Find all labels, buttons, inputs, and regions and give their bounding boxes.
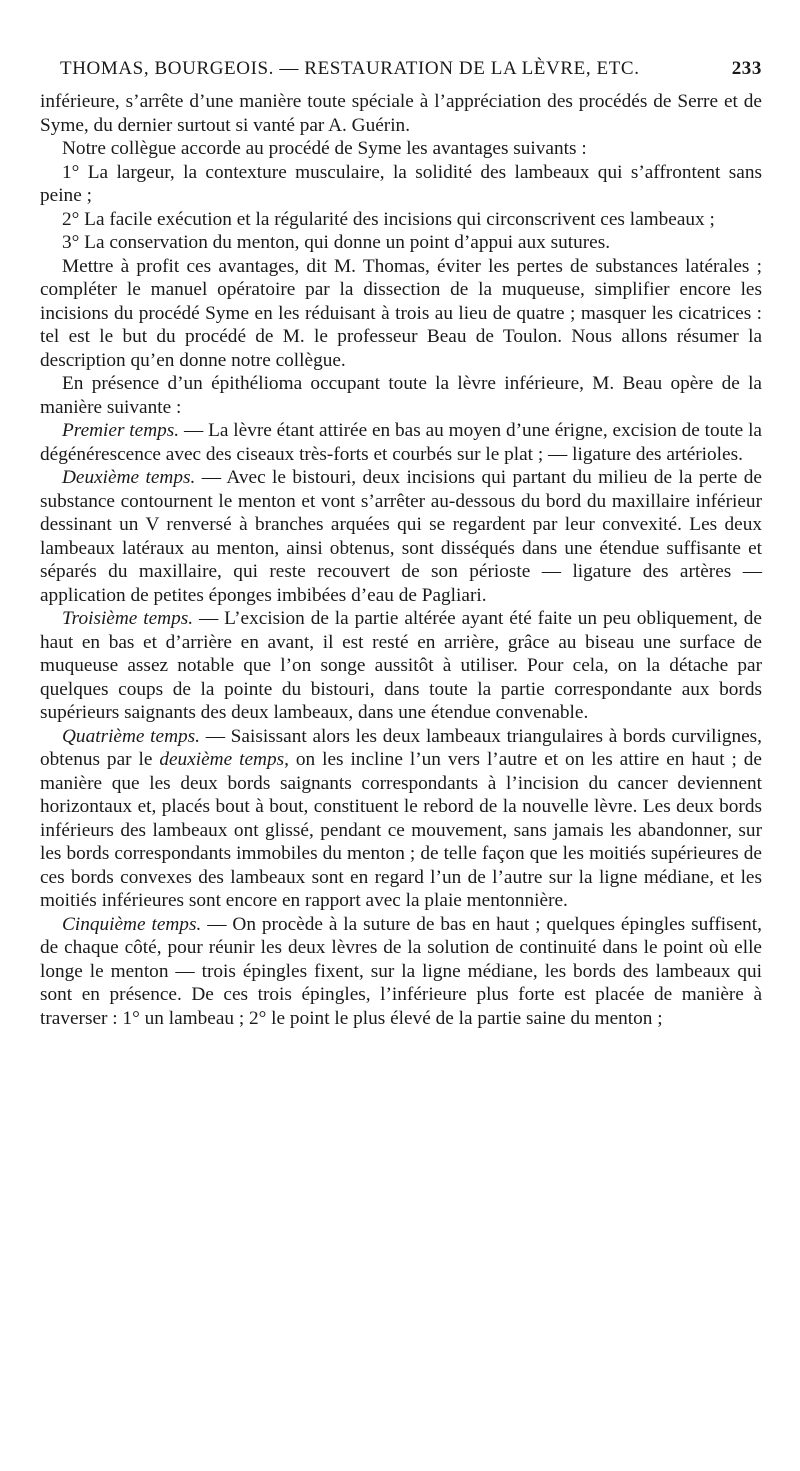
step-premier-temps (40, 419, 762, 466)
advantage-item-3 (40, 231, 762, 255)
step-title: Deuxième temps. (62, 467, 196, 488)
step-deuxieme-temps (40, 466, 762, 607)
paragraph-text: Mettre à profit ces avantages, dit M. Thomas, éviter les pertes de substances latérales ; compléter le manuel opératoire par la dissection de la muqueuse, simplifier encore les incisions du procédé Syme en les réduisant à trois au lieu de quatre ; masquer les cicatrices : tel est le but du procédé de M. le professeur Beau de Toulon. Nous allons résumer la description qu’en donne notre collègue. (40, 255, 762, 371)
step-text: — L’excision de la partie altérée ayant été faite un peu obliquement, de haut en bas et d’arrière en avant, il est resté en arrière, grâce au biseau une surface de muqueuse assez notable que l’on songe aussitôt à utiliser. Pour cela, on la détache par quelques coups de la pointe du bistouri, dans toute la partie correspondante aux bords supérieurs saignants des deux lambeaux, dans une étendue convenable. (40, 608, 762, 723)
running-title: THOMAS, BOURGEOIS. — RESTAURATION DE LA LÈVRE, ETC. (60, 58, 640, 79)
paragraph-text: inférieure, s’arrête d’une manière toute spéciale à l’appréciation des procédés de Serre et de Syme, du dernier surtout si vanté par A. Guérin. (40, 91, 762, 136)
step-troisieme-temps (40, 607, 762, 725)
paragraph-text: 3° La conservation du menton, qui donne un point d’appui aux sutures. (62, 232, 611, 253)
step-text: — Avec le bistouri, deux incisions qui partant du milieu de la perte de substance contournent le menton et vont s’arrêter au-dessous du bord du maxillaire inférieur dessinant un V renversé à branches arquées qui se regardent par leur convexité. Les deux lambeaux latéraux au menton, ainsi obtenus, sont disséqués dans une étendue suffisante et séparés du maxillaire, qui reste recouvert de son périoste — ligature des artères — application de petites éponges imbibées d’eau de Pagliari. (40, 467, 762, 606)
step-quatrieme-temps (40, 725, 762, 913)
body-text (40, 90, 762, 1030)
paragraph-text: 2° La facile exécution et la régularité des incisions qui circonscrivent ces lambeaux ; (62, 208, 715, 230)
step-reference: deuxième temps (159, 749, 285, 770)
step-text: — On procède à la suture de bas en haut ; quelques épingles suffisent, de chaque côté, pour réunir les deux lèvres de la solution de continuité dans le point où elle longe le menton — trois épingles fixent, sur la ligne médiane, les bords des lambeaux qui sont en présence. De ces trois épingles, l’inférieure plus forte est placée de manière à traverser : 1° un lambeau ; 2° le point le plus élevé de la partie saine du menton ; (40, 913, 762, 1029)
advantage-item-1 (40, 161, 762, 208)
step-title: Premier temps. (62, 420, 180, 441)
paragraph-beau-procedure (40, 255, 762, 373)
paragraph-epithelioma (40, 372, 762, 419)
paragraph-text: Notre collègue accorde au procédé de Syme les avantages suivants : (62, 138, 587, 159)
paragraph-continuation (40, 90, 762, 137)
step-text: — La lèvre étant attirée en bas au moyen d’une érigne, excision de toute la dégénérescence avec des ciseaux très-forts et courbés sur le plat ; — ligature des artérioles. (40, 420, 762, 465)
running-head (40, 58, 762, 86)
step-cinquieme-temps (40, 913, 762, 1031)
paragraph-text: En présence d’un épithélioma occupant toute la lèvre inférieure, M. Beau opère de la manière suivante : (40, 373, 762, 418)
step-title: Cinquième temps. (62, 913, 202, 935)
advantage-item-2 (40, 208, 762, 232)
step-text: — Saisissant alors les deux lambeaux triangulaires à bords curvilignes, obtenus par le (40, 725, 763, 770)
paragraph-text: 1° La largeur, la contexture musculaire, la solidité des lambeaux qui s’affrontent sans peine ; (40, 161, 762, 206)
page-number: 233 (731, 58, 762, 79)
step-title: Troisième temps. (62, 608, 194, 629)
paragraph-advantages-intro (40, 137, 762, 161)
step-text: , on les incline l’un vers l’autre et on les attire en haut ; de manière que les deux bords saignants correspondants à l’incision du cancer deviennent horizontaux et, placés bout à bout, constituent le rebord de la nouvelle lèvre. Les deux bords inférieurs des lambeaux ont glissé, pendant ce mouvement, sans jamais les abandonner, sur les bords correspondants immobiles du menton ; de telle façon que les moitiés supérieures de ces bords convexes des lambeaux sont en regard l’un de l’autre sur la ligne médiane, et les moitiés inférieures sont encore en rapport avec la plaie mentonnière. (40, 749, 762, 911)
step-title: Quatrième temps. (62, 725, 200, 747)
